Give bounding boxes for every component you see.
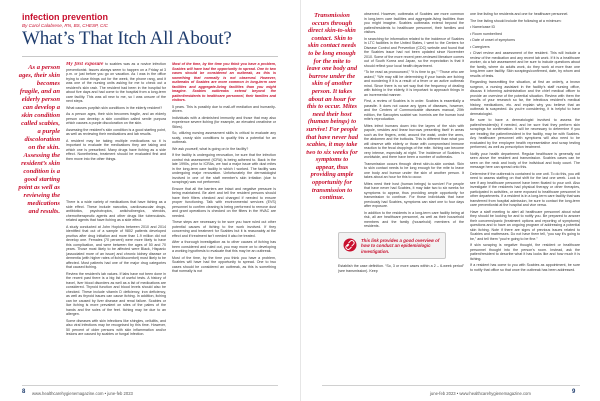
right-column-2 — [470, 12, 580, 382]
paragraph: If a resident has come to you with Scabies as appointment, be sure to notify that office so that once the outbreak has been addressed. — [470, 263, 580, 272]
callout-box[interactable] — [338, 232, 446, 259]
paragraph: 5 years. This is possibly due to mail-off mediation and humanity-driven. — [172, 104, 276, 113]
link-icon — [343, 238, 357, 252]
paragraph: If the facility is undergoing renovation, be sure that the infection control risk assessment (ICRA) is being adhered to. Back in the late 1990s, prior to ICRAs, we had a major issue with dust mites in the long-term care facility in which I worked. The facility was undergoing major renovation. Unfortunately the dermatologist involved in one of the staff member’s skin irritation (due to scrapings) was not performed. — [172, 153, 276, 184]
paragraph: What causes purplish skin conditions in the elderly resident? — [66, 105, 163, 110]
right-column-1 — [364, 12, 464, 230]
paragraph: “To be read as pronounced,” “It is time to go,” “Those who are asked,” “We may still be determining if your hands are itching and wondering if it is a result of a fever or an active outbreak mind. Since there is no set way that the frequency of dealing with itching in the elderly, it is important to approach things in an incremental manner. — [364, 70, 464, 97]
paragraph: In searching for information related to the incidence of Scabies in LTC facilities in the United States, I went to the Centers for Disease Control and Prevention (CDC) website and found that the Scabies issue had not been updated since November 2010. Some of the more recent peer-reviewed literature comes out of South Korea and Japan, so the expectation is that it should reflect your local health department. — [364, 36, 464, 68]
paragraph: Individuals with a diminished immunity and those that may also experience severe itching (for example, an elevated creatinine or Stiles). — [172, 115, 276, 129]
footer-rule-right — [322, 385, 580, 386]
paragraph: A study conducted at John Hopkins between 2010 and 2014 identified that out of a sample of 9802 patients developed pruritus after drug initiation and more than 1.9 million did not develop one. Females (70 percent) were more likely to have this complication, and were between the ages of 50 and 70 years. Those most likely to be affected were Black, Hispanic (associated more of an issue) and chronic kidney disease or dementia (with higher rates of itch/discomfort) most likely to be affected. Most patients had one of the major drug categories that caused itching. — [66, 224, 166, 269]
paragraph: These steps are necessary to be sure you have ruled out other potential causes of itching to the work involved. If they concerning and treatment for Scabies but it is reasonably at the effect and if treatment isn’t needed it also be treated. — [172, 220, 276, 238]
pull-quote-right: Transmission occurs through direct skin-to-skin contact. Skin to skin contact needs to be long enough for the mite to leave one body and burrow under the skin of another person. It takes about an hour for this to occur. Mites need their host (human beings) to survive! For people that have never had scabies, it may take two to six weeks for symptoms to appear, thus providing ample opportunity for transmission to continue. — [306, 12, 359, 202]
paragraph: If skin scraping is negative thought, the resident or healthcare personnel thought into the person’s room. Instead, ask the patient/resident to describe what it has looks like and how much it is itching. — [470, 243, 580, 261]
paragraph: Ensure that all the barriers are intact and negative pressure is being maintained. Be alert and tell the resident persons should have their filters checked and changed if needed to ensure proper functioning. Talk with environmental services (EVS) personnel to confirm cleaning is being performed to remove dust and grant operations is checked on the filters in the HVAC are needed. — [172, 186, 276, 218]
paragraph: Some diseases with skin infections like shingles, cellulitis, and also viral infections may be recognised by this time. However, 50 percent of older persons with skin inflammation and/or lesions are caused by scabies or fungal infection. — [66, 318, 166, 336]
mid-lead-in: Most of the time, by the time you think you have a problem, Scabies will have had the opportunity to spread. One to two cases should be considered an outbreak, as this is something that normally is not observed. However, outbreaks of Scabies are more common in long-term care facilities and aggregate-living facilities than you might imagine. Scabies outbreaks extend beyond the patient/residents to healthcare personnel, their families and visitors. — [172, 62, 276, 102]
paragraph: After a thorough investigation as to other causes of itching has been considered and ruled out, you may move on to developing a working hypothesis to evaluate that this may be an outbreak. — [172, 240, 276, 253]
paragraph: My first exposure to scabies was as a novice infection preventionist. Issues always seem to happen on a Friday at 3 p.m. or just before you go on vacation. As I was in the office trying to close things out for the week, the phone rang, and it was one of the nursing units asking for me to check out a resident’s skin rash. The resident had been in the hospital for about five days and had come to the hospital from a long-term care facility. This was all new to me, so I was unsure of the next steps. — [66, 62, 166, 103]
paragraph: Notify your health department. Regular healthcare is generally not seen above the resident and transmission. Scabies cases can be seen on the neck and body of the individual and body count. The message here can spread onto this. — [470, 151, 580, 169]
pull-quote-left: As a person ages, their skin becomes fragile, and an elderly person can develop a skin condition called scabies, a purple discoloration on the skin. Assessing the resident’s skin condition is a good starting point as well as reviewing the medications and results. — [18, 64, 60, 215]
section-title: infection prevention — [22, 12, 109, 22]
bullet-item: • Room number/bed — [470, 31, 503, 36]
right-column-1b — [338, 264, 464, 382]
page-number-right: 9 — [572, 389, 576, 395]
paragraph: observed. However, outbreaks of Scabies are more common in long-term care facilities and aggregate-living facilities than you might imagine. Scabies outbreaks extend beyond the patient/residents to healthcare personnel, their families and visitors. — [364, 12, 464, 34]
paragraph: Regarding transmitting the situation, at first an orderly, a brown surgeon, a nursing assistant in the facility’s staff nursing office, discuss it informing administration and the chief medical officer to provide an overview of the potential situation. Review with them the results of your research so far, the infectious resident’s medical history, medications, etc. and explain why you believe that an outbreak is suspected. As you’re considering, it is helpful to have dermatologist. — [470, 80, 580, 116]
headline-rule — [22, 56, 278, 57]
paragraph: We ask yourself, what is going on in the facility? — [172, 146, 249, 151]
article-headline: What’s That Itch All About? — [22, 28, 232, 49]
page-number-left: 8 — [22, 389, 26, 395]
left-column-1b — [66, 200, 166, 380]
paragraph: Mites need their host (human beings) to survive! For people that have never had Scabies, it may take two to six weeks for symptoms to appear, thus providing ample opportunity for transmission to continue. For those individuals that have previously had Scabies, symptoms can start one to four days after exposure. — [364, 181, 464, 208]
left-column-2 — [172, 62, 276, 382]
callout-text[interactable]: This link provides a good overview of how to conduct an epidemiologic investigation. — [361, 238, 440, 254]
paragraph: Most of the time, by the time you think you have a problem, Scabies will have had the opportunity to spread. One to two cases should be considered an outbreak, as this is something that normally is not — [172, 255, 276, 273]
footer-rule-left — [22, 385, 278, 386]
paragraph: Assessing the resident’s skin condition is a good starting point, as well as reviewing their medications and lab results. — [66, 127, 166, 136]
paragraph: First, a review of Scabies is in order. Scabies is essentially a parasite. It does not cause any types of diseases, however, and the Centers of Communicable diseases manual, 20th edition, the Sarcoptes scabiei var. hominis are the human host mite’s reproduction. — [364, 99, 464, 121]
footer-url-left[interactable]: www.healthcarehygienemagazine.com • june-feb 2023 — [32, 391, 133, 396]
paragraph: In addition to the residents in a long-term care facility being at risk, all are healthcare personnel, as well as their household members and the family (household) members of the residents. — [364, 210, 464, 228]
paragraph: Establish the case definition. “So, 3 or more cases within a 2 – 6-week period” (see transmission). Keep — [338, 264, 464, 273]
paragraph: So, utilizing nursing assessment skills is critical to evaluate any scaly, crusty skin conditions to qualify this a potential for an outbreak. — [172, 131, 276, 144]
paragraph: Mites infect humans down into the layers of the skin with papule, vesicles and linear burrows presenting itself in areas such as the fingers, wrist, around the waist, under the arms, the abdomen and the buttocks. This is different than what you will observe with elderly or those with compromised immune reaction to the fecal droppings of the mite. Itching can become very intense, especially at night. The incidence of Scabies is worldwide, and there have been a number of outbreaks. — [364, 123, 464, 159]
paragraph: A resident may be taking multiple medications so it is important to evaluate the medications they are taking and which one is prescribed. Many drugs have itching as a side effect. Nonetheless, treatment should be evaluated first and then move into the other things. — [66, 138, 166, 161]
paragraph: As a person ages, their skin becomes fragile, and an elderly person can develop a skin condition called senile purpura which causes a purple discoloration on the skin. — [66, 112, 166, 125]
paragraph: one line listing for residents and one for healthcare personnel. — [470, 12, 569, 16]
bullet-item: • Name/case ID — [470, 25, 496, 29]
paragraph: Be sure to have a dermatologist involved to assess the patient/resident(s) if needed, and be sure that they perform skin scrapings for confirmation. It will be necessary to determine if you are treating the patient/resident in the facility, may be with Scabies. Any healthcare personnel with symptoms will also need to be evaluated by the employee health representative and scrap testing performed, as well as prescription treatment. — [470, 118, 580, 149]
paragraph — [172, 62, 276, 103]
paragraph: The line listing should include the following at a minimum: — [470, 18, 562, 23]
paragraph: Transmission occurs through direct skin-to-skin contact. Skin to skin contact needs to be long enough for the mite to leave one body and burrow under the skin of another person. It takes about an hour for this to occur. — [364, 161, 464, 179]
paragraph: Determine if the outbreak is contained to one unit. To do this, you will need to assess staffing on that shift for the last one week. Look to see if any healthcare personnel have been floated to your unit. Also investigate if the residents had physical therapy or other therapies, participated in activities, or were exposed to healthcare personnel in other departments. If a resident is in a long-term care facility that was transferred from hospital admission, be sure to contact the long-term care preventionist at the hospital and vice versa. — [470, 171, 580, 207]
bullet-item: • Date of onset of symptoms — [470, 38, 516, 42]
paragraph: Have a staff meeting to alert all healthcare personnel about what they should be looking for and to notify you. Be prepared to answer their concerns/panic (treatment options and reporting of symptoms) questions and to have an ongoing program of addressing a potential skin itching. Note if there are signs of previous issues related to Scabies and mattresses. Do not have them tell, “you say it’s going to be,” and tell them “you’re going to be fine.” — [470, 209, 580, 241]
footer-url-right[interactable]: june-feb 2023 • www.healthcarehygienemagazine.com — [430, 391, 531, 396]
byline: By Carol Calabrese, RN, BS, CHESP, CIC — [22, 23, 108, 28]
lead-in: My first exposure — [66, 62, 104, 67]
bullet-item: • Caregivers — [470, 44, 490, 49]
paragraph: There is a wide variety of medications that have itching as a side effect. These include narcotics, cardiovascular drugs, antibiotics, psychotropics, anticholinergics, steroids, chemotherapeutic agents and other drugs like tuberculosis-related agents that have itching as a side effect. — [66, 200, 166, 222]
paragraph: Review the resident’s lab values. If labs have not been done in the recent past there is a big list of useful tests. A history of travel, liver blood disorders as well as a list of medications are considered. Thyroid function and blood levels should also be checked. These include vitamin D deficiency, iron deficiency, as well as thyroid issues can cause itching. In addition, itching can be caused by liver disease and renal failure. Scabies or lice itching is more prevalent on sites of the palms of the hands and the soles of the feet. Itching may be due to an allergen. — [66, 271, 166, 316]
paragraph: • Chart review and assessment of the resident. This will include a review of the medication and any recent lab work. If it is a healthcare worker, do a fair assessment and be sure to include questions about the family, where do adults work, do they work at more than one long-term care facility. Skin scrapings/confirmed, date, by whom and results of tests. — [470, 51, 580, 78]
